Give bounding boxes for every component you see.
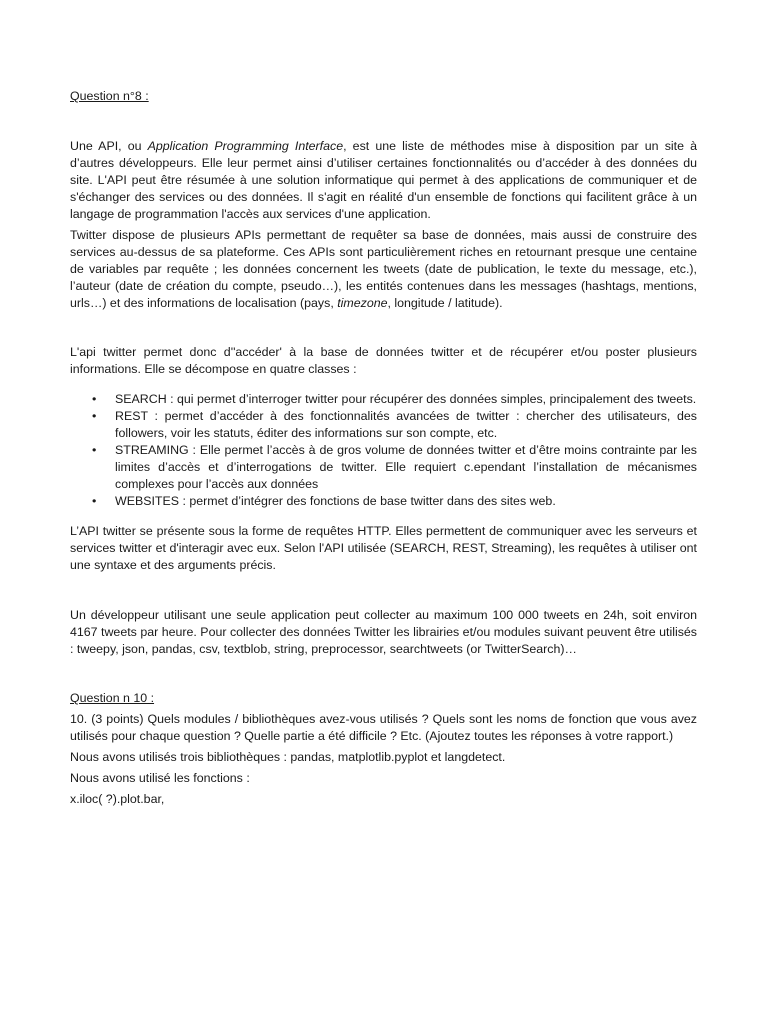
api-definition-paragraph: [70, 138, 697, 223]
api-definition-italic: Application Programming Interface: [147, 139, 344, 153]
api-definition-text-start: Une API, ou: [70, 139, 148, 153]
libraries-used-paragraph: Nous avons utilisés trois bibliothèques : pandas, matplotlib.pyplot et langdetect.: [70, 750, 506, 764]
list-item: [70, 391, 697, 408]
list-item-text: STREAMING : Elle permet l’accès à de gros volume de données twitter et d’être moins contrainte par les limites d’accès et d’interrogations de twitter. Elle requiert c.ependant l’installation de mécanismes complexes pour l’accès aux données: [115, 443, 697, 491]
twitter-apis-italic: timezone: [337, 296, 388, 310]
http-requests-paragraph: L’API twitter se présente sous la forme de requêtes HTTP. Elles permettent de communiquer avec les serveurs et services twitter et d'interagir avec eux. Selon l'API utilisée (SEARCH, REST, Streaming), les requêtes à utiliser ont une syntaxe et des arguments précis.: [70, 524, 697, 572]
twitter-apis-paragraph: [70, 227, 697, 312]
tweet-limits-paragraph: Un développeur utilisant une seule application peut collecter au maximum 100 000 tweets en 24h, soit environ 4167 tweets par heure. Pour collecter des données Twitter les librairies et/ou modules suivant peuvent être utilisés : tweepy, json, pandas, csv, textblob, string, preprocessor, searchtweets (or TwitterSearch)…: [70, 608, 697, 656]
bullet-icon: •: [92, 392, 97, 406]
function-example-line: x.iloc( ?).plot.bar,: [70, 792, 165, 806]
document-page: [70, 88, 697, 808]
api-classes-list: [70, 391, 697, 510]
list-item-text: WEBSITES : permet d’intégrer des fonctions de base twitter dans des sites web.: [115, 494, 556, 508]
list-item-text: REST : permet d’accéder à des fonctionnalités avancées de twitter : chercher des utilisateurs, des followers, voir les statuts, éditer des informations sur son compte, etc.: [115, 409, 697, 440]
list-item: [70, 493, 697, 510]
api-classes-intro-paragraph: L'api twitter permet donc d''accéder' à la base de données twitter et de récupérer et/ou poster plusieurs informations. Elle se décompose en quatre classes :: [70, 345, 697, 376]
list-item: [70, 408, 697, 442]
bullet-icon: •: [92, 443, 97, 457]
functions-used-paragraph: Nous avons utilisé les fonctions :: [70, 771, 250, 785]
question-10-heading: Question n 10 :: [70, 691, 155, 705]
bullet-icon: •: [92, 409, 97, 423]
bullet-icon: •: [92, 494, 97, 508]
list-item-text: SEARCH : qui permet d’interroger twitter pour récupérer des données simples, principalement des tweets.: [115, 392, 697, 406]
question-10-prompt: 10. (3 points) Quels modules / bibliothèques avez-vous utilisés ? Quels sont les noms de fonction que vous avez utilisés pour chaque question ? Quelle partie a été difficile ? Etc. (Ajoutez toutes les réponses à votre rapport.): [70, 712, 697, 743]
twitter-apis-text-start: Twitter dispose de plusieurs APIs permettant de requêter sa base de données, mais aussi de construire des services au-dessus de sa plateforme. Ces APIs sont particulièrement riches en retournant presque une centaine de variables par requête ; les données concernent les tweets (date de publication, le texte du message, etc.), l’auteur (date de création du compte, pseudo…), les entités contenues dans les messages (hashtags, mentions, urls…) et des informations de localisation (pays,: [70, 228, 697, 310]
list-item: [70, 442, 697, 493]
api-definition-text-end: , est une liste de méthodes mise à disposition par un site à d’autres développeurs. Elle leur permet ainsi d’utiliser certaines fonctionnalités ou d’accéder à des données du site. L'API peut être résumée à une solution informatique qui permet à des applications de communiquer et de s'échanger des services ou des données. Il s'agit en réalité d'un ensemble de fonctions qui facilitent grâce à un langage de programmation l'accès aux services d'une application.: [70, 139, 697, 221]
question-8-heading: Question n°8 :: [70, 89, 149, 103]
twitter-apis-text-end: , longitude / latitude).: [387, 296, 503, 310]
